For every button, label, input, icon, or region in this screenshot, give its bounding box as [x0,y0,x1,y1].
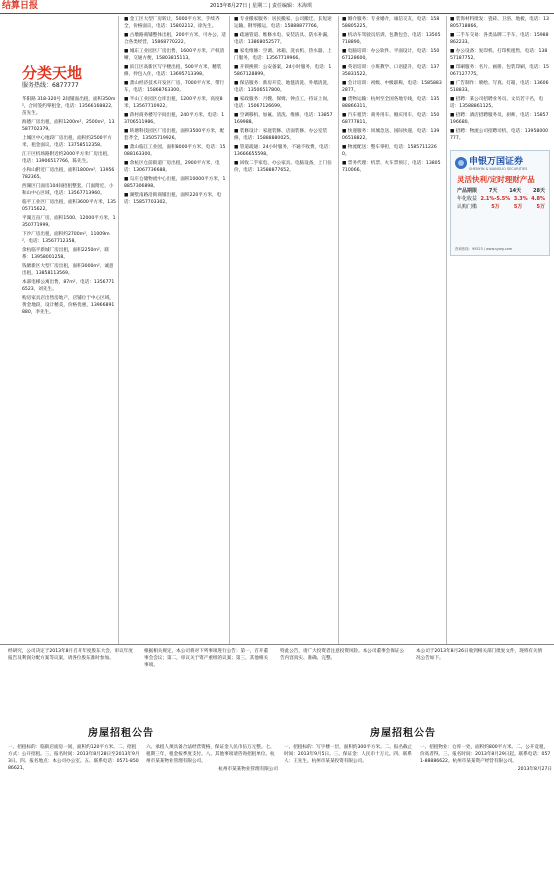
classified-listing: ■ 英语培训：小班教学、口语提升，电话：13735831522。 [342,65,440,77]
classified-section [0,16,554,644]
header-divider [0,13,554,14]
securities-ad[interactable] [450,150,550,256]
classified-listing: ■ 快递服务：同城急送、国际快递，电话：13906518822。 [342,129,440,141]
rental-notice-title: 房屋招租公告 [370,728,436,739]
classified-listing: ■ 转塘科技园区厂房出租，面积3500平方米，配套齐全，13505719926。 [124,129,225,141]
ad-slogan: 灵活快利/定时理财产品 [457,175,535,184]
page-header [0,0,554,14]
classified-listing: 上城区中心地段厂房出租，面积约2500平方米，租金面议，电话：13758512358。 [22,136,112,148]
ad-header-cell: 28天 [533,188,545,194]
classified-listing: ■ 古墩路商铺整体出租，200平方米，可办公，适合各类经营，15868770222。 [124,33,226,45]
classified-listing: 小和山附近厂房出租，面积1800m²，13956782365。 [22,168,115,180]
classified-listing: ■ 装修设计：家庭装修、店面装修、办公室装修，电话：15888880025。 [234,129,328,141]
classified-listing: ■ 疏通管道、维修水电、安装洁具、防水补漏，电话：13868052577。 [234,33,332,45]
classified-listing: ■ 机动车驾驶员培训，包教包会，电话：13505718890。 [342,33,441,45]
ad-row-value: 4.8% [531,196,545,202]
rental-notice-text: 六、承租人须具备合法经营资格，保证金人民币伍万元整。七、租期三年，租金按季度支付。八、其他事项请咨询招租单位。杭州市某某物业管理有限公司。 [146,745,275,764]
classified-column-5 [450,16,550,644]
notice-date: 2013年8月27日 [517,767,552,772]
classified-listing: ■ 滨江区高新区写字楼出租，500平方米，精装修，拎包入住，电话：13695713398。 [124,65,222,77]
classified-listing: ■ 金工区大型厂房转让，5000平方米，手续齐全，价格面议，电话：15802212，徐先生。 [124,17,220,29]
ad-row-value: 5万 [491,204,500,210]
classified-listing: 本部电梯公寓出售，87m²，电话：13567716523，刘先生。 [22,280,115,292]
classified-listing: ■ 货物运输：杭州至全国各地专线，电话：13588866311。 [342,97,440,109]
rental-notice-text: 一、招租物业：仓库一处，面积约800平方米。二、公开竞租，价高者得。三、报名时间：2013年8月29日起。联系电话：0571-88886622。杭州市某某资产经营有限公司。 [420,745,551,764]
classified-listing: ■ 勾庄仓储物流中心出租，面积10000平方米，18857306898。 [124,177,226,189]
classified-listing: ■ 蒋村商务楼写字间出租，240平方米，电话：13706511986。 [124,113,225,125]
announcement-text: 根据相关规定，本公司将对下列事项进行公告：第一，召开董事会会议；第二，审议关于资产重组的议案；第三，其他相关事项。 [144,649,269,668]
classified-listing: ■ 会计培训：初级、中级职称，电话：15858832877。 [342,81,442,93]
classified-listing: ■ 空调移机、加氟、清洗、维修，电话：13857169988。 [234,113,333,125]
newspaper-logo: 结算日报 [2,1,39,11]
section-divider [0,644,554,645]
classified-listing: ■ 余杭区仓前街道厂房出租，2900平方米，电话：13067736688。 [124,161,220,173]
ad-row-label: 年化收益 [457,196,478,202]
ad-row-value: 2.1%-5.5% [480,196,511,202]
service-hotline: 服务热线：6877777 [22,82,79,89]
announcement-section [0,648,554,720]
rental-notice-column [8,744,140,871]
classified-column-3 [234,16,334,644]
classified-listing: ■ 二手车交易：各类品牌二手车，电话：15988862233。 [450,33,549,45]
rental-notice-title: 房屋招租公告 [88,728,154,739]
classified-column-2 [124,16,226,644]
rental-notice-column [420,744,552,871]
classified-listing: 海德厂房出租，面积1200m²，2500m²，13587702379。 [22,120,115,132]
classified-listing: ■ 电脑培训：办公软件、平面设计，电话：15067128600。 [342,49,440,61]
announcement-column [416,648,544,720]
ad-row-value: 5万 [513,204,523,210]
rental-notice-section [0,744,554,871]
classified-listing: ■ 城东工业园区厂房出售，1600平方米，产权清晰，交通方便，15803815113。 [124,49,225,61]
classified-listing: 平湖万亩厂房，面积1500、12000平方米，1350771999。 [22,216,116,228]
classified-listing: 钱塘新区大型厂房出租，面积3000m²，诚意出租，13858113569。 [22,264,114,276]
rental-notice-text: 一、招租标的：写字楼一层，面积约300平方米。二、报名截止时间：2013年9月5日。三、保证金：人民币十万元。四、联系人：王先生。杭州市某某投资有限公司。 [284,745,413,764]
classified-listing: ■ 招聘：物流公司招聘司机，电话：13958000777。 [450,129,549,141]
ad-row-label: 认购门槛 [457,204,478,210]
classified-listing: ■ 萧山经济技术开发区厂房，7000平方米，带行车，电话：15868763300。 [124,81,225,93]
classified-listing: 西湖区门面房104间招租整套，门面附近，小和山中心区域，电话：13567713960。 [22,184,114,196]
ad-table-row [457,195,545,203]
classified-listing: ■ 汽车租赁：商务用车、婚庆用车，电话：15068777811。 [342,113,440,125]
classified-listing: ■ 婚介服务：专业婚介，诚信交友，电话：15858805225。 [342,17,440,29]
announcement-column [280,648,408,720]
rental-notice-text: 一、招租标的：临街店面房一间，面积约120平方米。二、招租方式：公开招租。三、报名时间：2013年8月28日至2013年9月3日。四、报名地点：本公司办公室。五、联系电话：0571-85086621。 [8,745,140,771]
classified-listing: ■ 广告制作：喷绘、写真、灯箱，电话：13606518833。 [450,81,549,93]
announcement-column [144,648,272,720]
classified-listing: ■ 装饰材料批发：瓷砖、卫浴、地板，电话：13805718866。 [450,17,549,29]
classified-listing: 临平工业区厂房出租，面积3600平方米，13505715622。 [22,200,116,212]
company-logo-icon [455,157,467,169]
rental-notice-column [146,744,278,871]
classified-listing: ■ 印刷服务：名片、画册、包装印刷，电话：15067127775。 [450,65,549,77]
ad-company-name-en: SHENYIN & WANGUO SECURITIES [469,167,528,171]
classified-listing: ■ 保洁服务：新房开荒、地毯清洗、外墙清洗，电话：13506517800。 [234,81,332,93]
ad-company-name: 申银万国证券 [469,157,524,167]
ad-table-row [457,203,545,211]
announcement-column [8,648,136,720]
classified-listing: ■ 办公设备：复印机、打印机租售，电话：13857187752。 [450,49,548,61]
classified-listing: ■ 湖墅南路沿街商铺出租，面积220平方米，电话：15857703302。 [124,193,222,205]
classified-listing: ■ 物流配送：整车零担，电话：15857112260。 [342,145,437,157]
ad-header-cell: 产品期限 [457,188,478,194]
ad-row-value: 3.3% [513,196,528,202]
notice-signature: 杭州市某某物业管理有限公司 [218,767,278,772]
issue-info: 2013年8月27日 | 星期二 | 责任编辑：木海琪 [210,3,312,9]
classified-listing: ■ 家电维修：空调、冰箱、洗衣机、热水器，上门服务，电话：13567719966。 [234,49,332,61]
ad-table-header [457,187,545,195]
classified-listing: ■ 萧山临江工业园，面积8000平方米，电话：15088163300。 [124,145,226,157]
classified-listing: ■ 专业搬家服务：居民搬家、公司搬迁、长短途运输、钢琴搬运，电话：15888877766。 [234,17,332,29]
classified-column-1 [22,16,116,644]
ad-product-table [457,187,545,211]
classified-listing: 下沙厂房出租，面积约2700m²，11009m²，电话：13567712358。 [22,232,110,244]
classified-listing: ■ 票务代理：机票、火车票预订，电话：13805710066。 [342,161,441,173]
classified-listing: ■ 开锁换锁：公安备案，24小时服务，电话：15867128899。 [234,65,332,77]
announcement-text: 特此公告，请广大投资者注意投资风险。本公司董事会保证公告内容真实、准确、完整。 [280,649,405,661]
classified-column-4 [342,16,442,644]
classified-listing: ■ 招聘：某公司招聘业务员、文员若干名，电话：13588861125。 [450,97,544,109]
rental-notice-column [284,744,416,871]
classified-listing: ■ 家政服务：月嫂、保姆、钟点工，持证上岗，电话：15067126699。 [234,97,332,109]
classified-listing: 华阳路 318-320号 2间铺面出租，面积350m²，合同签约零租金，电话：13566168822,苗先生。 [22,97,116,116]
classified-listing: ■ 管道疏通：24小时服务，不通不收费，电话：13666655598。 [234,145,333,157]
classified-listing: ■ 回收二手家电、办公家具、电脑设备，上门估价，电话：13588877652。 [234,161,332,173]
ad-header-cell: 14天 [509,188,522,194]
ad-row-value: 5万 [536,204,545,210]
section-title: 分类天地 [22,64,83,82]
classified-listing: ■ 招聘：酒店招聘服务员、厨师，电话：15857196680。 [450,113,549,125]
classified-listing: 余杭临平新城厂房出租，面积2250m²，联系：13958001258。 [22,248,109,260]
classified-listing: ■ 半山工业园区仓库出租，1200平方米，高度8米，13567710922。 [124,97,223,109]
classified-listing: 购房家具店出售房地产，店铺位于中心区域，黄金地段，设计精美，价格优惠，13966891880，李先生。 [22,296,115,315]
ad-header-cell: 7天 [488,188,498,194]
announcement-text: 经研究，公司决定于2013年8月召开年度股东大会，审议年度报告及利润分配方案等议案，请各位股东准时参加。 [8,649,133,661]
ad-footer: 咨询热线：95523 / www.sywg.com [455,247,513,251]
classified-listing: 江干区机场路附近约2000平方米厂房出租，电话：13906517766，陈先生。 [22,152,112,164]
announcement-text: 本公司于2013年8月26日收到相关部门批复文件，现将有关情况公告如下。 [416,649,543,661]
